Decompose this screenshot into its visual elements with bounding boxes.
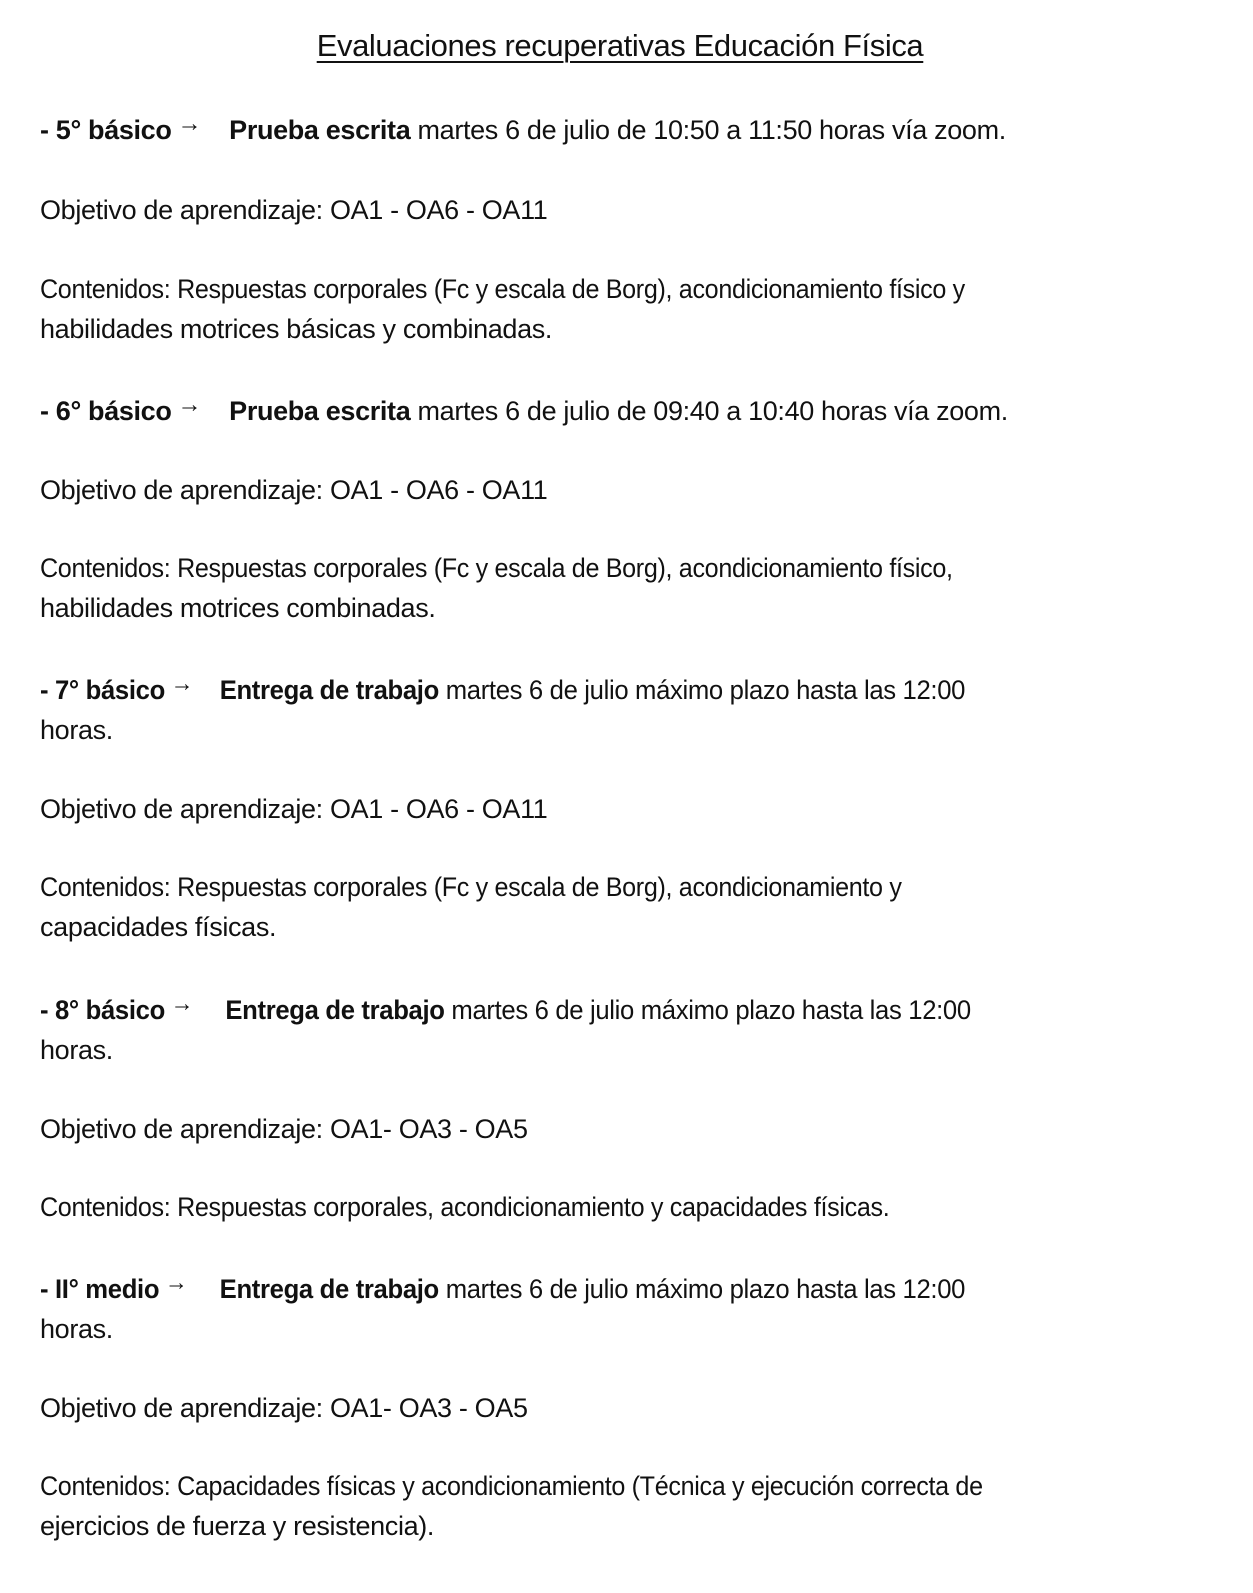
activity-type: Prueba escrita: [229, 396, 411, 426]
activity-detail: martes 6 de julio de 10:50 a 11:50 horas vía zoom.: [417, 115, 1006, 145]
right-arrow-icon: →: [164, 1269, 188, 1296]
activity-type: Prueba escrita: [229, 115, 411, 145]
activity-type: Entrega de trabajo: [219, 1274, 439, 1304]
contents-text: Contenidos: Respuestas corporales (Fc y escala de Borg), acondicionamiento físico,: [40, 553, 953, 583]
contents-text: Contenidos: Respuestas corporales (Fc y escala de Borg), acondicionamiento físico y: [40, 274, 965, 304]
right-arrow-icon: →: [177, 110, 202, 137]
objective-text: Objetivo de aprendizaje: OA1 - OA6 - OA11: [40, 475, 548, 505]
document-title: Evaluaciones recuperativas Educación Física: [316, 28, 924, 63]
section-ii-medio-heading: [40, 1271, 965, 1309]
section-7-basico-heading: [40, 672, 965, 710]
grade-label: - II° medio: [40, 1274, 160, 1304]
right-arrow-icon: →: [170, 670, 194, 697]
contents-text: Contenidos: Respuestas corporales, acondicionamiento y capacidades físicas.: [40, 1192, 890, 1222]
activity-detail: martes 6 de julio máximo plazo hasta las 12:00: [445, 1274, 966, 1304]
grade-label: - 5° básico: [40, 115, 172, 145]
right-arrow-icon: →: [170, 990, 194, 1017]
contents-text-continued: habilidades motrices básicas y combinadas.: [40, 314, 553, 344]
activity-type: Entrega de trabajo: [219, 675, 439, 705]
contents-text: Contenidos: Respuestas corporales (Fc y escala de Borg), acondicionamiento y: [40, 872, 902, 902]
contents-text-continued: capacidades físicas.: [40, 912, 277, 942]
section-6-basico-heading: [40, 393, 1008, 431]
grade-label: - 8° básico: [40, 995, 165, 1025]
objective-text: Objetivo de aprendizaje: OA1- OA3 - OA5: [40, 1114, 528, 1144]
section-5-basico-heading: [40, 112, 1006, 150]
objective-text: Objetivo de aprendizaje: OA1 - OA6 - OA11: [40, 195, 548, 225]
activity-detail: martes 6 de julio de 09:40 a 10:40 horas vía zoom.: [417, 396, 1008, 426]
grade-label: - 7° básico: [40, 675, 165, 705]
objective-text: Objetivo de aprendizaje: OA1- OA3 - OA5: [40, 1393, 528, 1423]
activity-detail-continued: horas.: [40, 715, 113, 745]
activity-detail: martes 6 de julio máximo plazo hasta las 12:00: [451, 995, 971, 1025]
activity-detail-continued: horas.: [40, 1314, 113, 1344]
section-8-basico-heading: [40, 992, 971, 1030]
right-arrow-icon: →: [177, 391, 202, 418]
contents-text-continued: habilidades motrices combinadas.: [40, 593, 436, 623]
activity-type: Entrega de trabajo: [225, 995, 445, 1025]
grade-label: - 6° básico: [40, 396, 172, 426]
objective-text: Objetivo de aprendizaje: OA1 - OA6 - OA11: [40, 794, 548, 824]
contents-text-continued: ejercicios de fuerza y resistencia).: [40, 1511, 435, 1541]
activity-detail: martes 6 de julio máximo plazo hasta las 12:00: [445, 675, 966, 705]
contents-text: Contenidos: Capacidades físicas y acondicionamiento (Técnica y ejecución correcta de: [40, 1471, 983, 1501]
activity-detail-continued: horas.: [40, 1035, 113, 1065]
